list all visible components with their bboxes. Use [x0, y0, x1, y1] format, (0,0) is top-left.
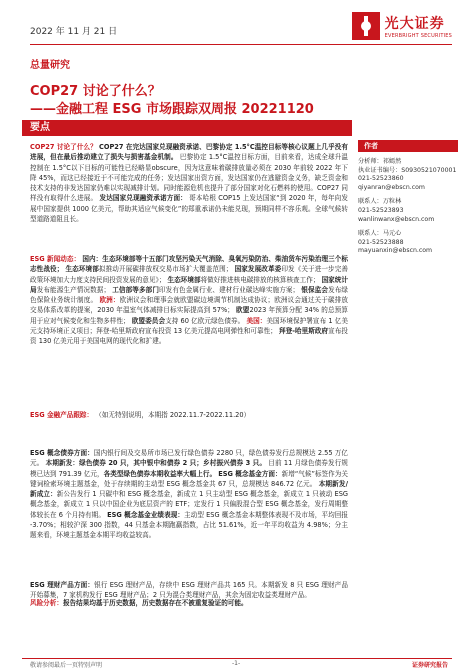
brand-name-en: EVERBRIGHT SECURITIES — [384, 33, 452, 39]
paragraph-risk: 风险分析：报告结果均基于历史数据，历史数据存在不被重复验证的可能。 — [30, 599, 248, 607]
brand-name: 光大证券 — [384, 16, 445, 32]
report-category: 总量研究 — [30, 60, 70, 71]
header-divider — [30, 44, 452, 45]
author-email-link[interactable]: wanlinwanx@ebscn.com — [358, 215, 435, 223]
brand-logo — [352, 12, 452, 40]
paragraph-esg-news: ESG 新闻动态： 国内：生态环境部等十五部门攻坚污染天气消除、臭氧污染防治、柴油货车污染治理三个标志性战役； 生态环境部拟推动开展碳排放权交易市场扩大覆盖范围； 国家发展改革委印发《关于进一步完善政策环境加大力度支持民间投资发展的意见》； 生态环境部将做好推进核电碳排放的核算核查工作； 国家统计局发布能源生产情况数据； 工信部等多部门印发有色金属行业、建材行业碳达峰实施方案； 银保监会发布绿色保险业务统计制度。 欧洲：欧洲议会和理事会就欧盟碳边境调节机制达成协议；欧洲议会通过关于碳排放交易体系改革的提案，2030 年温室气体减排目标实际提高到 57%； 欧盟2023 年预算分配 34% 的总预算用于应对气候变化和生物多样性； 欧盟委员会支持 60 亿欧元绿色债券。 美国：美国环境保护署宣布 1 亿美元支持环境正义项目；拜登-哈里斯政府宣布投资 13 亿美元提高电网弹性和可靠性； 拜登-哈里斯政府宣布投资 130 亿美元用于美国电网的现代化和扩建。 — [30, 255, 349, 346]
author-card: 联系人：万粒林 021-52523893 wanlinwanx@ebscn.com — [358, 198, 458, 224]
report-date: 2022 年 11 月 21 日 — [30, 27, 118, 37]
lead-risk: 风险分析： — [30, 599, 63, 607]
lead-cop27: COP27 讨论了什么？ — [30, 143, 97, 151]
section-header-keypoints: 要点 — [22, 120, 352, 136]
paragraph-esg-bonds-funds: ESG 概念债券方面：国内银行间及交易所市场已发行绿色债券 2280 只，绿色债券发行总规模达 2.55 万亿元。 本期新发：绿色债券 20 只，其中银中和债券 2 只；乡村振兴债券 3 只。 目前 11 月绿色债券发行规模已达到 791.39 亿元，各类型绿色债券本期收益率大幅上行。 ESG 概念基金方面：新增“气候”标签作为关键词检索环境主题基金，处于存续期的主动型 ESG 概念基金共 67 只，总规模达 846.72 亿元。 本期新发/新成立：新公告发行 1 只碳中和 ESG 概念基金，新成立 1 只主动型 ESG 概念基金，新成立 1 只被动 ESG 概念基金，新成立 1 只以中国企业为底层资产的 ETF；定发行 1 只偏股混合型 ESG 概念基金，发行周期整体较长在 6 个月持有期。 ESG 概念基金业绩表现：主动型 ESG 概念基金本期整体表现不及市场，平均回报 -3.70%；相较沪深 300 指数，44 只基金本期跑赢指数，占比 51.61%，近一年平均收益为 4.98%；分主题来看，环境主题基金本期平均收益较高。 — [30, 449, 349, 540]
paragraph-esg-wealth: ESG 理财产品方面：银行 ESG 理财产品，存续中 ESG 理财产品共 165 只。本期新发 8 只 ESG 理财产品开始募集，7 家机构发行 ESG 理财产品；2 只为混合类理财产品，其余为固定收益类理财产品。 — [30, 581, 348, 600]
report-subtitle: ——金融工程 ESG 市场跟踪双周报 20221120 — [30, 102, 314, 117]
sidebar-header: 作者 — [358, 140, 458, 152]
footer-report-type: 证券研究报告 — [411, 662, 448, 669]
brand-mark-icon — [352, 12, 380, 40]
author-sidebar — [358, 140, 458, 256]
author-card: 分析师：祁嫣然 执业证书编号：S0930521070001 021-52523860 qiyanran@ebscn.com — [358, 158, 457, 191]
author-email-link[interactable]: qiyanran@ebscn.com — [358, 183, 425, 191]
page-number: -1- — [232, 660, 241, 667]
author-card: 联系人：马元心 021-52523888 mayuanxin@ebscn.com — [358, 230, 458, 256]
footer-disclaimer-link[interactable]: 敬请参阅最后一页特别声明 — [30, 662, 103, 669]
lead-esg-news: ESG 新闻动态： — [30, 255, 81, 263]
paragraph-cop27: COP27 讨论了什么？ COP27 在完达国家兑现融资承诺、巴黎协定 1.5°C温控目标等核心议题上几乎没有进展，但在最后推动建立了损失与损害基金机制。 巴黎协定 1.5°C温控目标方面，目前来看，达成全球升温控制在 1.5°C以下目标的可能性已经略显obscure，因为这意味着碳排放量必须在 2030 年前较 2022 年下降 45%，而这已经接近于不可能完成的任务；发达国家出资方面，发达国家仍在逃避资金义务，缺乏资金和技术支持的非发达国家仍难以实现减排计划。同时能源危机也提升了部分国家对化石燃料的使用。COP27 同样没有取得什么进展。 发达国家兑现融资承诺方面： 哥本哈根 COP15 上发达国家“到 2020 年，每年向发展中国家提供 1000 亿美元，帮助其适应气候变化”的郑重承诺仍未能兑现，预期同样不容乐观。全球气候转型道路道阻且长。 — [30, 143, 348, 224]
paragraph-esg-products-intro: ESG 金融产品跟踪： （如无特别说明，本期指 2022.11.7-2022.11.20） — [30, 411, 251, 419]
author-email-link[interactable]: mayuanxin@ebscn.com — [358, 247, 433, 255]
report-title: COP27 讨论了什么？ — [30, 84, 161, 99]
footer-divider — [22, 658, 452, 659]
lead-esg-products: ESG 金融产品跟踪： — [30, 411, 94, 419]
